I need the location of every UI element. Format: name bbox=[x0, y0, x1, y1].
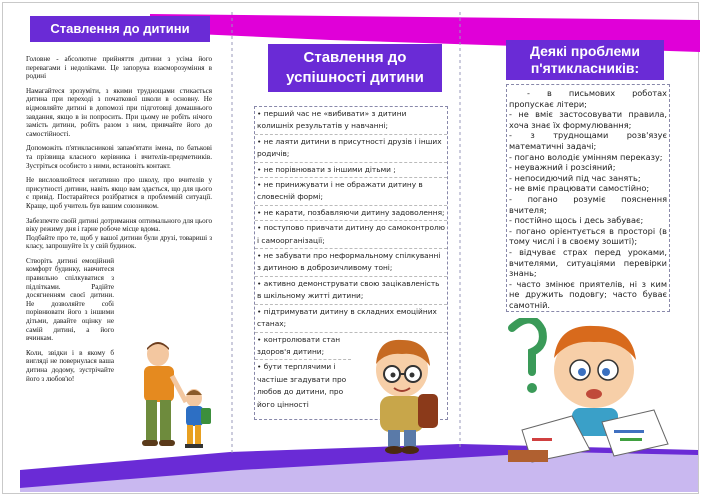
col3-list-item: - відчуває страх перед уроками, вчителями, ситуаціями перевірки знань; bbox=[509, 246, 667, 279]
col2-list-item: • не принижувати і не ображати дитину в словесній формі; bbox=[255, 178, 447, 206]
col1-paragraph: Подбайте про те, щоб у вашої дитини були друзі, товариші з класу, запрошуйте їх у свій будинок. bbox=[26, 233, 212, 251]
col3-list-item: - в письмових роботах пропускає літери; bbox=[509, 88, 667, 109]
col3-list-item: - не вміє працювати самостійно; bbox=[509, 183, 650, 194]
col2-list-item: • не порівнювати з іншими дітьми ; bbox=[255, 163, 447, 178]
col1-paragraph: Допоможіть п'ятикласникові запам'ятати імена, по батькові та прізвища класного керівника і вчителів-предметників. Зустріться особисто з ними, встановіть контакт. bbox=[26, 144, 212, 170]
col3-list-item: - непосидючий під час занять; bbox=[509, 172, 641, 183]
col2-list-item: • бути терплячими і частіше згадувати про любов до дитини, про його цінності bbox=[257, 362, 347, 409]
col3-list-item: - часто змінює приятелів, ні з ким не дружить подовгу; часто буває самотній. bbox=[509, 278, 667, 310]
col3-title bbox=[506, 40, 664, 80]
col1-title: Ставлення до дитини bbox=[30, 16, 210, 42]
col3-list-item: - постійно щось і десь забуває; bbox=[509, 215, 644, 226]
col1-paragraph: Головне - абсолютне прийняття дитини з усіма його перевагами і недоліками. Це запорука взаєморозуміння в родині bbox=[26, 55, 212, 81]
col2-list-item: • не карати, позбавляючи дитину задоволення; bbox=[255, 206, 447, 221]
col2-list-item: • не забувати про неформальному спілкуванні з дитиною в доброзичливому тоні; bbox=[255, 249, 447, 277]
col3-list bbox=[506, 84, 670, 312]
col2-list-item: • не лаяти дитини в присутності друзів і інших родичів; bbox=[255, 135, 447, 163]
col3-list-item: - погано володіє умінням переказу; bbox=[509, 151, 663, 162]
col2-title-line1: Ставлення до bbox=[303, 49, 407, 66]
col3-list-item: - погано орієнтується в просторі (в тому числі і в своєму зошиті); bbox=[509, 225, 667, 247]
father-son-illustration bbox=[128, 340, 238, 460]
col3-list-item: - не вміє застосовувати правила, хоча знає їх формулювання; bbox=[509, 109, 667, 130]
col3-list-item: - погано розуміє пояснення вчителя; bbox=[509, 193, 667, 215]
col2-list-item: • підтримувати дитину в складних емоційних станах; bbox=[255, 305, 447, 333]
col1-paragraph: Намагайтеся зрозуміти, з якими труднощами стикається дитина при переході з початкової школи в основну. Не відмовляйте дитині в допомозі при підготовці домашнього завдання, якщо в ін попросить. При цьому не робіть нічого замість дитини, робіть разом з ним, привчайте його до самостійності. bbox=[26, 86, 212, 138]
col2-list-item: • активно демонструвати свою зацікавленість в шкільному житті дитини; bbox=[255, 277, 447, 305]
col3-title-line1: Деякі проблеми bbox=[529, 43, 641, 59]
col3-list-item: - з труднощами розв'язує математичні задачі; bbox=[509, 130, 667, 151]
col1-paragraph: Не висловлюйтеся негативно про школу, про вчителів у присутності дитини, навіть якщо вам здається, що для цього є привід. Постарайтеся розібратися в проблемній ситуації. Краще, щоб учитель був вашим союзником. bbox=[26, 176, 212, 210]
confused-boy-illustration bbox=[502, 318, 672, 468]
col3-list-item: - неуважний і розсіяний; bbox=[509, 162, 616, 173]
col2-list-item: • контролювати стан здоров'я дитини; bbox=[255, 333, 351, 361]
col1-paragraph: Забезпечте своїй дитині дотримання оптимального для цього віку режиму дня і гарне робоче місце вдома. bbox=[26, 216, 212, 234]
col2-title-line2: успішності дитини bbox=[286, 69, 424, 86]
col2-list-item: • перший час не «вибивати» з дитини колишніх результатів у навчанні; bbox=[255, 107, 447, 135]
col1-paragraph: Створіть дитині емоційний комфорт будинку, навчитеся правильно спілкуватися з підлітками. Радійте досягненням своєї дитини. Не дозволяйте собі порівнювати його з іншими дітьми, давайте оцінку не самій дитині, а його вчинкам. bbox=[26, 256, 114, 343]
col2-list-item: • поступово привчати дитину до самоконтролю і самоорганізації; bbox=[255, 221, 447, 249]
col1-paragraph: Коли, звідки і в якому б вигляді не повернулася ваша дитина додому, зустрічайте його з любов'ю! bbox=[26, 348, 114, 383]
col2-title bbox=[268, 44, 442, 92]
col3-title-line2: п'ятикласників: bbox=[530, 60, 640, 76]
boy-with-glasses-illustration bbox=[358, 334, 450, 454]
